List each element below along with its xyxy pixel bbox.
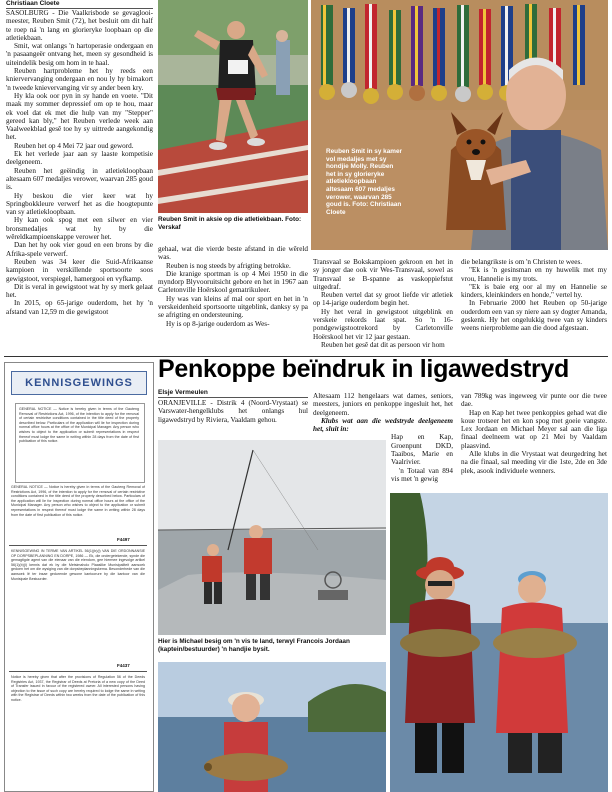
paragraph: gehaal, wat die vierde beste afstand in die wêreld was. (158, 245, 308, 262)
notice-ref-1: F4497 (117, 537, 130, 542)
paragraph: Hy beskou die vier keer wat hy Springbokkleure verwerf het as die hoogtepunte van sy atletiekloopbaan. (6, 191, 153, 217)
paragraph: Hy het veral in gewigstoot uitgeblink en verskeie rekords laat spat. So 'n 16-pondgewigstootrekord by Carletonville Hoërskool het vir 12 jaar gestaan. (313, 307, 453, 341)
paragraph: In 2015, op 65-jarige ouderdom, het hy 'n afstand van 12,59 m die gewigstoot (6, 299, 153, 316)
article1-column-4 (461, 258, 607, 355)
paragraph: Hy kla ook oor pyn in sy hande en voete. "Dit maak my sommer depressief om op te hou, maar ek voel dat ek met die hulp van my "Stepper" gereed kan bly," het Reuben verlede week aan Vaalweekblad gesê toe hy sy uittrede aangekondig het. (6, 91, 153, 142)
caption-medals: Reuben Smit in sy kamer vol medaljes met sy hondjie Molly. Reuben het in sy glorieryke atletiekloopbaan altesaam 607 medaljes verower, waarvan 285 goud is. Foto: Christiaan Cloete (326, 148, 403, 216)
paragraph-highlight: Klubs wat aan die wedstryde deelgeneem het, sluit in: (313, 416, 453, 434)
photo-athlete-running (158, 0, 308, 213)
paragraph: Hy kan ook spog met een silwer en vier bronsmedaljes wat hy by die wêreldkampioenskappe verower het. (6, 216, 153, 242)
paragraph: 'n Totaal van 894 vis met 'n gewig (391, 466, 453, 483)
paragraph: Ek het verlede jaar aan sy laaste kompetisie deelgeneem. (6, 150, 153, 167)
paragraph: ORANJEVILLE - Distrik 4 (Noord-Vrystaat) se Varswater-hengelklubs het onlangs hul ligawedstryd by Riviera, Vaaldam gehou. (158, 399, 308, 424)
photo-two-boys-fish (390, 493, 608, 792)
notice-form (15, 403, 145, 483)
paragraph: die belangrikste is om 'n Christen te wees. (461, 258, 583, 266)
paragraph: Reuben was 34 keer die Suid-Afrikaanse kampioen in verskillende sportsoorte soos gewigstoot, verspiegel, hamergooi en vyfkamp. (6, 257, 153, 283)
notice-rule (9, 671, 147, 672)
notice-form-text: GENERAL NOTICE — Notice is hereby given in terms of the Gauteng Removal of Restrictions Act, 1996, of the intention to apply for the removal of certain restrictive conditions contained in the title deed of the property described below. Particulars of the application will lie for inspection during normal office hours at the office of the Municipal Manager. Any person who wishes to object to the application or submit representations in respect thereof must lodge the same in writing within 28 days from the date of first publication of this notice. (19, 407, 139, 444)
caption-fishing: Hier is Michael besig om 'n vis te land, terwyl Francois Jordaan (kaptein/bestuurder) 'n handjie bysit. (158, 638, 350, 653)
paragraph: Smit, wat onlangs 'n hartoperasie ondergaan en 'n pasaangeër ontvang het, meen sy gesondheid is uiteindelik besig om hom in te haal. (6, 42, 153, 67)
article2-column-3 (461, 392, 607, 492)
paragraph: Dan het hy ook vier goud en een brons by die Afrika-spele verwerf. (6, 241, 153, 258)
paragraph: Hy is op 8-jarige ouderdom as Wes- (166, 319, 270, 328)
notice-ref-2: F4437 (117, 663, 130, 668)
paragraph: Hap en Kap, Groenpunt DKD, Taaibos, Marie en Vaalrivier. (391, 433, 453, 467)
paragraph: Reuben het op 4 Mei 72 jaar oud geword. (14, 141, 134, 150)
notices-title: KENNISGEWINGS (11, 371, 147, 395)
paragraph: Altesaam 112 hengelaars wat dames, seniors, meesters, juniors en penkoppe ingesluit het, het deelgeneem. (313, 392, 453, 417)
paragraph: SASOLBURG - Die Vaalkrisbode se gevaglooi-meester, Reuben Smit (72), het besluit om dit half te roep ná 'n lang en glorieryke loopbaan op die atletiekbaan. (6, 9, 153, 42)
article1-column-2 (158, 245, 308, 355)
notice-text-1: GENERAL NOTICE — Notice is hereby given in terms of the Gauteng Removal of Restrictions Act, 1996, of the intention to apply for the removal of certain restrictive conditions contained in the title deed of the property described below. Particulars of the application will lie for inspection during normal office hours at the office of the Municipal Manager. Any person who wishes to object to the application or submit representations in respect thereof must lodge the same in writing within 28 days from the date of first publication of this notice. (11, 485, 145, 517)
notices-box (4, 362, 154, 792)
notice-rule (9, 545, 147, 546)
notice-text-3: Notice is hereby given that after the provisions of Regulation 56 of the Deeds Registries Act, 1937, the Registrar of Deeds at Pretoria of a new copy of the Deed of Transfer issued in favour of the registered owner. All interested persons having objection to the issue of such copy are hereby required to lodge the same in writing with the Registrar of Deeds within two weeks from the date of the publication of this notice. (11, 675, 145, 702)
paragraph: "Ek is baie erg oor al my en Hannelie se kinders, kleinkinders en honde," vertel hy. (461, 282, 607, 300)
paragraph: Hap en Kap het twee penkoppies gehad wat die koue trotseer het en kon spog met goeie vangste. Lex Jordaan en Michael Meyer sal aan die liga finaal deelneem wat op 21 Mei by Vaaldam plaasvind. (461, 408, 607, 450)
paragraph: Die kranige sportman is op 4 Mei 1950 in die myndorp Blyvooruitsicht gebore en het in 1967 aan Carletonville Hoërskool gematrikuleer. (158, 269, 308, 295)
article2-column-1 (158, 399, 308, 435)
paragraph: "Ek is 'n gesinsman en ny huwelik met my vrou, Hannelie is my trots. (461, 266, 607, 283)
photo-fishing-shore (158, 440, 386, 635)
article1-byline: Christiaan Cloete (6, 0, 60, 7)
paragraph: In Februarie 2000 het Reuben op 50-jarige ouderdom een van sy niere aan sy dogter Amanda, geskenk. Hy het ongelukkig twee van sy kinders weens nierprobleme aan die dood afgestaan. (461, 299, 607, 333)
notice-text-2: KENNISGEWING IN TERME VAN ARTIKEL 56(1)(b)(i) VAN DIE ORDONNANSIE OP DORPSBEPLANNING EN DORPE, 1986 — Ek, die ondergetekende, synde die gemagtigde agent van die eienaar van die eiendom, gee hiermee ingevolge artikel 56(1)(b)(i) kennis dat ek by die Metsimaholo Plaaslike Munisipaliteit aansoek gedoen het om die wysiging van die dorpsbeplanningskema. Besonderhede van die aansoek lê ter insae gedurende gewone kantoorure by die kantoor van die Munisipale Bestuurder. (11, 549, 145, 581)
paragraph: Reuben vertel dat sy groot liefde vir atletiek op 14-jarige ouderdom begin het. (313, 291, 453, 308)
paragraph: Hy was van kleins af mal oor sport en het in 'n verskeidenheid sportsoorte uitgeblink, danksy sy pa se afrigting en ondersteuning. (158, 294, 308, 320)
paragraph: Transvaal se Bokskampioen gekroon en het in sy jonger dae ook vir Wes-Transvaal, sowel as Transvaal se B-spanne as vaskoppiefstut uitgedraf. (313, 258, 453, 291)
byline-rule (158, 397, 308, 398)
photo-boy-fish-1 (158, 662, 386, 792)
article2-headline: Penkoppe beïndruk in ligawedstryd (158, 355, 570, 383)
article2-byline: Elsje Vermeulen (158, 389, 208, 396)
paragraph: Reuben het gesê dat dit as persoon vir hom (321, 340, 445, 349)
article1-column-3 (313, 258, 453, 355)
paragraph: Dit is veral in gewigstoot wat hy sy merk gelaat het. (6, 282, 153, 300)
paragraph: Alle klubs in die Vrystaat wat deurgedring het na die finaal, sal meeding vir die 1ste, 2de en 3de plek, asook individuele wenners. (461, 450, 607, 475)
paragraph: Reuben is nog steeds by afrigting betrokke. (166, 261, 291, 270)
paragraph: van 789kg was ingeweeg vir punte oor die twee dae. (461, 392, 607, 409)
paragraph: Reuben hartprobleme het hy reeds een kniervervanging ondergaan en nou ly hy bimakort 'n tweede knievervanging vir sy ander been kry. (6, 67, 153, 92)
article1-column-1 (6, 9, 153, 354)
caption-athlete: Reuben Smit in aksie op die atletiekbaan. Foto: Verskaf (158, 216, 302, 231)
paragraph: Reuben het geëindig in atletiekloopbaan altesaam 607 medaljes verower, waarvan 285 goud is. (6, 166, 153, 192)
